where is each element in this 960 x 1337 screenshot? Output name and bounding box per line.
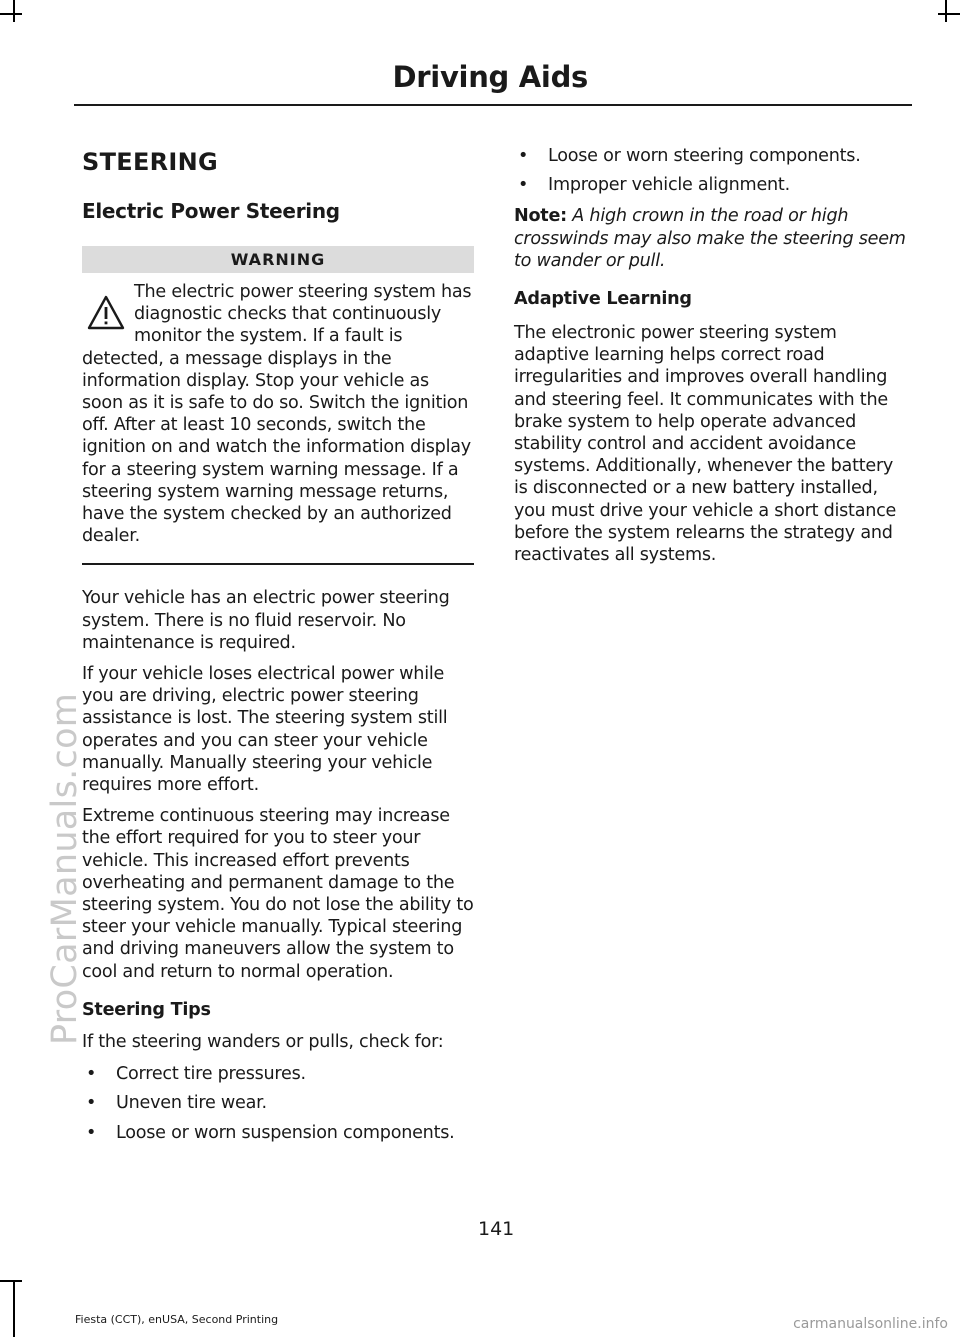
bullet-marker: • [518,175,529,196]
list-item-text: Loose or worn suspension components. [116,1122,455,1143]
warning-label: WARNING [82,246,474,273]
crop-mark [13,0,15,22]
paragraph: The electronic power steering system adaptive learning helps correct road irregularities and improves overall handling and steering feel. It communicates with the brake system to help operate advanced stability control and accident avoidance systems. Additionally, whenever the battery is disconnected or a new battery installed, you must drive your vehicle a short distance before the system relearns the strategy and reactivates all systems. [514,323,897,566]
crop-mark [938,13,960,15]
note [514,205,908,272]
list-item [514,145,908,167]
paragraph: If your vehicle loses electrical power while you are driving, electric power steering assistance is lost. The steering system still operates and you can steer your vehicle manually. Manually steering your vehicle requires more effort. [82,664,448,796]
left-column [82,145,474,1153]
site-watermark: carmanualsonline.info [793,1316,948,1332]
bullet-marker: • [86,1122,97,1143]
right-column [514,145,908,575]
warning-text: The electric power steering system has diagnostic checks that continuously monitor the system. If a fault is detected, a message displays in the information display. Stop your vehicle as soon as it is safe to do so. Switch the ignition off. After at least 10 seconds, switch the ignition on and watch the information display for a steering system warning message. If a steering system warning message returns, have the system checked by an authorized dealer. [82,282,472,547]
page-header-title: Driving Aids [392,60,588,94]
header-divider [74,104,912,106]
paragraph: Extreme continuous steering may increase the effort required for you to steer your vehicle. This increased effort prevents overheating and permanent damage to the steering system. You do not lose the ability to steer your vehicle manually. Typical steering and driving maneuvers allow the system to cool and return to normal operation. [82,806,474,982]
crop-mark [0,13,22,15]
warning-body [82,281,474,565]
crop-mark [0,1280,22,1282]
list-item-text: Improper vehicle alignment. [548,175,790,196]
bullet-marker: • [518,146,529,166]
subheading: Adaptive Learning [514,289,692,310]
page-number: 141 [478,1218,515,1240]
paragraph: If the steering wanders or pulls, check for: [82,1031,444,1052]
bullet-list [82,1063,474,1144]
list-item [82,1092,474,1114]
note-label: Note: [514,206,567,227]
bullet-marker: • [86,1093,97,1114]
paragraph: Your vehicle has an electric power steering system. There is no fluid reservoir. No maintenance is required. [82,588,450,653]
bullet-marker: • [86,1064,97,1085]
list-item [514,174,908,196]
list-item-text: Loose or worn steering components. [548,146,861,166]
footer-text: Fiesta (CCT), enUSA, Second Printing [75,1313,279,1326]
list-item [82,1063,474,1085]
subsection-heading: Electric Power Steering [82,199,340,223]
list-item-text: Correct tire pressures. [116,1064,306,1085]
warning-box [82,246,474,565]
crop-mark [13,1280,15,1337]
list-item [82,1122,474,1144]
list-item-text: Uneven tire wear. [116,1093,267,1114]
crop-mark [945,0,947,22]
side-watermark: ProCarManuals.com [45,692,85,1045]
warning-triangle-icon [86,293,126,333]
note-text: A high crown in the road or high crosswinds may also make the steering seem to wander or pull. [514,206,906,271]
bullet-list [514,145,908,196]
section-heading: STEERING [82,148,219,176]
subheading: Steering Tips [82,999,211,1020]
